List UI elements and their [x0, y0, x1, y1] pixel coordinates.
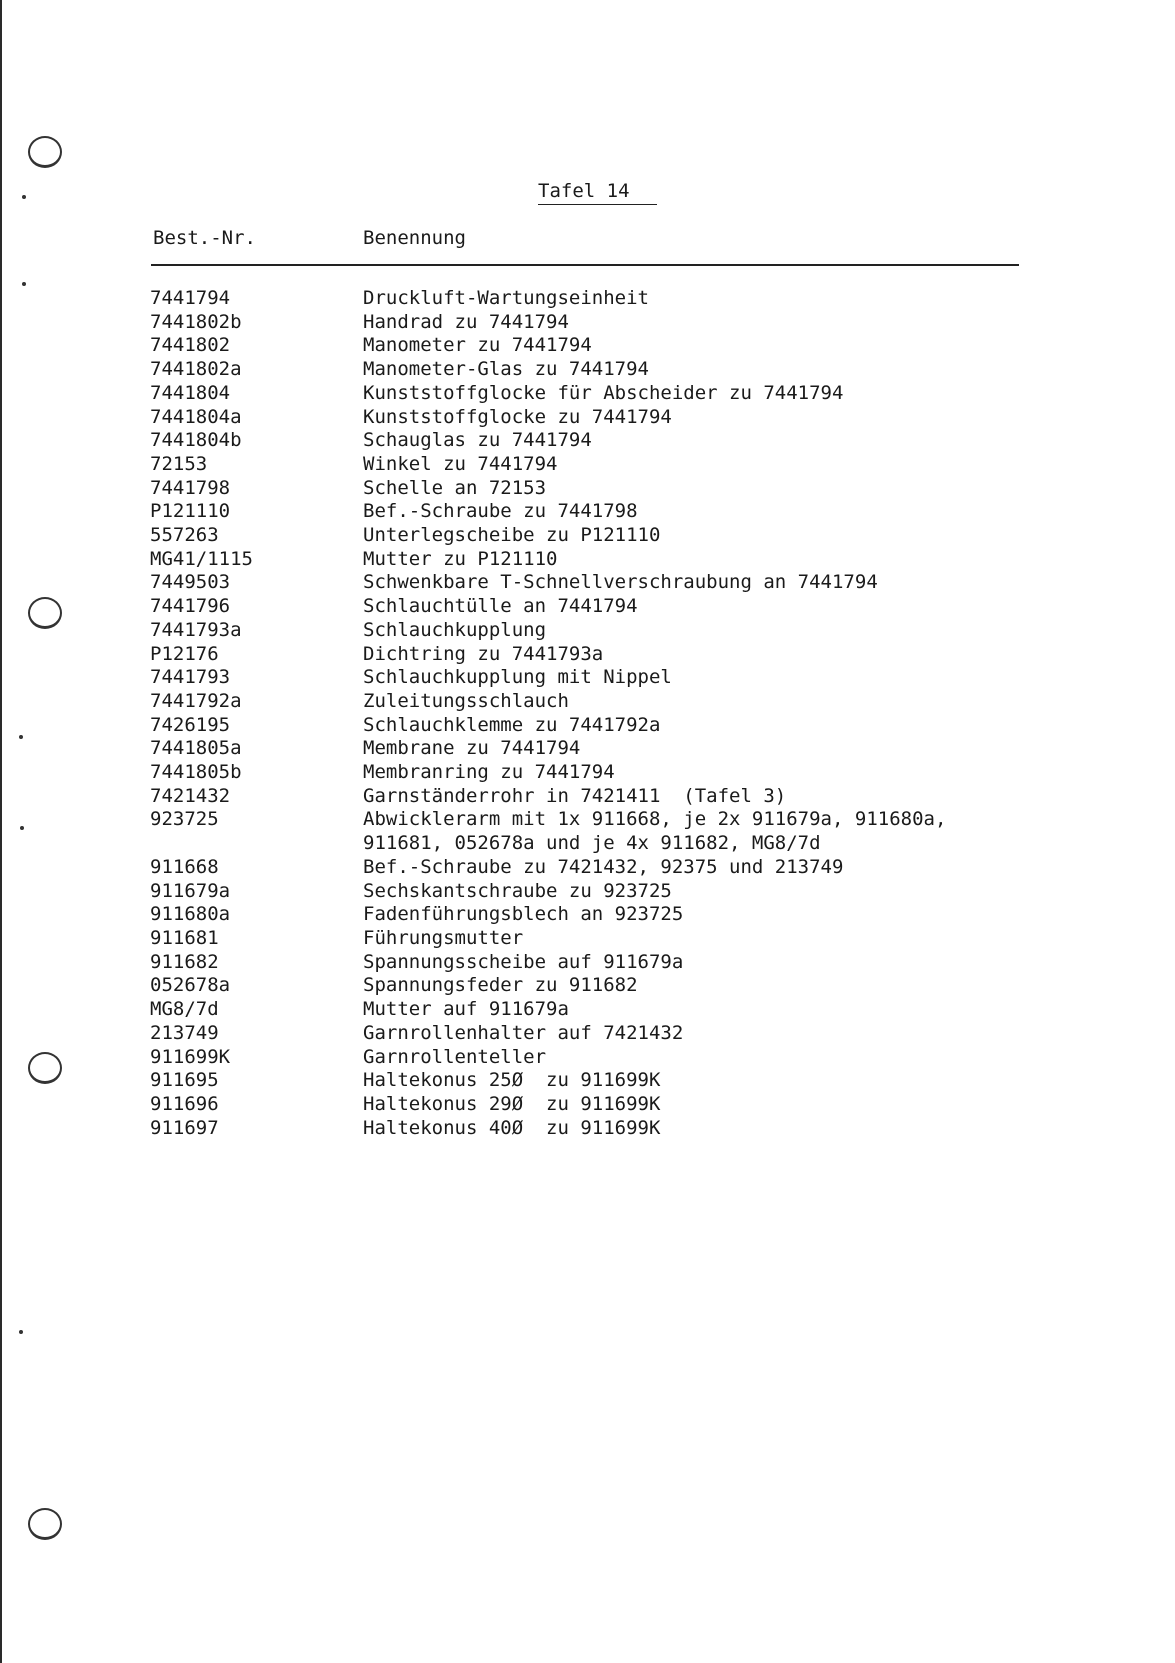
list-item	[150, 903, 1150, 927]
part-number: 7441802a	[150, 358, 242, 381]
list-item	[150, 1046, 1150, 1070]
list-item	[150, 334, 1150, 358]
scan-speck	[22, 195, 26, 199]
list-item	[150, 951, 1150, 975]
list-item	[150, 761, 1150, 785]
part-description: Zuleitungsschlauch	[363, 689, 569, 712]
list-item	[150, 666, 1150, 690]
part-number: 7441792a	[150, 689, 242, 712]
punch-hole-icon	[28, 597, 62, 629]
part-number: 7441798	[150, 476, 231, 499]
list-item	[150, 406, 1150, 430]
list-item	[150, 880, 1150, 904]
part-description: Bef.-Schraube zu 7441798	[363, 500, 638, 523]
part-number: 7441796	[150, 595, 231, 618]
list-item	[150, 311, 1150, 335]
part-number: 911697	[150, 1116, 219, 1139]
part-description: Schlauchkupplung	[363, 618, 547, 641]
part-number: 911699K	[150, 1045, 231, 1068]
list-item	[150, 643, 1150, 667]
list-item	[150, 619, 1150, 643]
part-number: 7449503	[150, 571, 231, 594]
part-description: Haltekonus 25Ø zu 911699K	[363, 1069, 661, 1092]
part-description: Bef.-Schraube zu 7421432, 92375 und 213749	[363, 855, 844, 878]
scan-speck	[19, 735, 23, 739]
part-description: Mutter zu P121110	[363, 547, 558, 570]
part-description: Haltekonus 40Ø zu 911699K	[363, 1116, 661, 1139]
list-item	[150, 808, 1150, 855]
part-description: Spannungsscheibe auf 911679a	[363, 950, 684, 973]
part-description: Garnrollenhalter auf 7421432	[363, 1021, 684, 1044]
part-number: 7426195	[150, 713, 231, 736]
page-edge	[0, 0, 2, 1663]
part-description: Druckluft-Wartungseinheit	[363, 287, 649, 309]
list-item	[150, 785, 1150, 809]
part-number: 911680a	[150, 903, 231, 926]
part-number: 7441793	[150, 666, 231, 689]
list-item	[150, 453, 1150, 477]
list-item	[150, 429, 1150, 453]
part-number: 7421432	[150, 784, 231, 807]
column-header-description: Benennung	[363, 227, 466, 249]
part-description: Unterlegscheibe zu P121110	[363, 524, 661, 547]
part-description: Schlauchtülle an 7441794	[363, 595, 638, 618]
part-number: 911681	[150, 926, 219, 949]
part-description: Kunststoffglocke zu 7441794	[363, 405, 672, 428]
part-description: Winkel zu 7441794	[363, 452, 558, 475]
punch-hole-icon	[28, 136, 62, 168]
list-item	[150, 927, 1150, 951]
part-description: Führungsmutter	[363, 926, 524, 949]
part-number: 7441805b	[150, 761, 242, 784]
part-description: Schlauchklemme zu 7441792a	[363, 713, 661, 736]
list-item	[150, 287, 1150, 311]
part-description: Spannungsfeder zu 911682	[363, 974, 638, 997]
part-number: 911679a	[150, 879, 231, 902]
part-description: Abwicklerarm mit 1x 911668, je 2x 911679a, 911680a, 911681, 052678a und je 4x 911682, MG8/7d	[363, 808, 947, 855]
part-description: Sechskantschraube zu 923725	[363, 879, 672, 902]
part-number: 7441804a	[150, 405, 242, 428]
list-item	[150, 1022, 1150, 1046]
part-number: 911668	[150, 855, 219, 878]
part-description: Fadenführungsblech an 923725	[363, 903, 684, 926]
part-number: 7441805a	[150, 737, 242, 760]
list-item	[150, 974, 1150, 998]
part-description: Kunststoffglocke für Abscheider zu 7441794	[363, 381, 844, 404]
part-description: Mutter auf 911679a	[363, 998, 569, 1021]
part-description: Manometer-Glas zu 7441794	[363, 358, 649, 381]
part-number: 72153	[150, 452, 208, 475]
part-number: 7441793a	[150, 618, 242, 641]
list-item	[150, 382, 1150, 406]
header-divider	[151, 264, 1019, 266]
part-description: Schelle an 72153	[363, 476, 547, 499]
part-number: 923725	[150, 808, 219, 831]
column-header-part-number: Best.-Nr.	[153, 227, 256, 249]
list-item	[150, 1069, 1150, 1093]
part-description: Haltekonus 29Ø zu 911699K	[363, 1092, 661, 1115]
part-number: P12176	[150, 642, 219, 665]
part-number: 7441794	[150, 287, 231, 309]
part-number: 052678a	[150, 974, 231, 997]
part-description: Membrane zu 7441794	[363, 737, 581, 760]
part-number: 911682	[150, 950, 219, 973]
list-item	[150, 477, 1150, 501]
part-number: P121110	[150, 500, 231, 523]
part-description: Manometer zu 7441794	[363, 334, 592, 357]
list-item	[150, 714, 1150, 738]
list-item	[150, 1117, 1150, 1141]
part-description: Schwenkbare T-Schnellverschraubung an 7441794	[363, 571, 878, 594]
part-number: MG41/1115	[150, 547, 253, 570]
list-item	[150, 856, 1150, 880]
part-description: Garnständerrohr in 7421411 (Tafel 3)	[363, 784, 787, 807]
part-description: Membranring zu 7441794	[363, 761, 615, 784]
scan-speck	[22, 282, 26, 286]
punch-hole-icon	[28, 1052, 62, 1084]
list-item	[150, 524, 1150, 548]
list-item	[150, 1093, 1150, 1117]
list-item	[150, 571, 1150, 595]
part-number: 557263	[150, 524, 219, 547]
parts-list	[150, 287, 1150, 1140]
page-title: Tafel 14	[538, 180, 630, 202]
part-description: Dichtring zu 7441793a	[363, 642, 604, 665]
part-description: Garnrollenteller	[363, 1045, 547, 1068]
list-item	[150, 548, 1150, 572]
part-number: 213749	[150, 1021, 219, 1044]
list-item	[150, 998, 1150, 1022]
part-number: 7441804b	[150, 429, 242, 452]
part-description: Handrad zu 7441794	[363, 310, 569, 333]
list-item	[150, 595, 1150, 619]
part-number: 7441802b	[150, 310, 242, 333]
part-number: 7441802	[150, 334, 231, 357]
scan-speck	[19, 1330, 23, 1334]
list-item	[150, 737, 1150, 761]
part-number: 7441804	[150, 381, 231, 404]
part-description: Schlauchkupplung mit Nippel	[363, 666, 672, 689]
list-item	[150, 690, 1150, 714]
part-number: 911696	[150, 1092, 219, 1115]
part-number: MG8/7d	[150, 998, 219, 1021]
list-item	[150, 358, 1150, 382]
punch-hole-icon	[28, 1508, 62, 1540]
title-underline	[538, 204, 657, 205]
part-description: Schauglas zu 7441794	[363, 429, 592, 452]
part-number: 911695	[150, 1069, 219, 1092]
list-item	[150, 500, 1150, 524]
scan-speck	[20, 826, 24, 830]
